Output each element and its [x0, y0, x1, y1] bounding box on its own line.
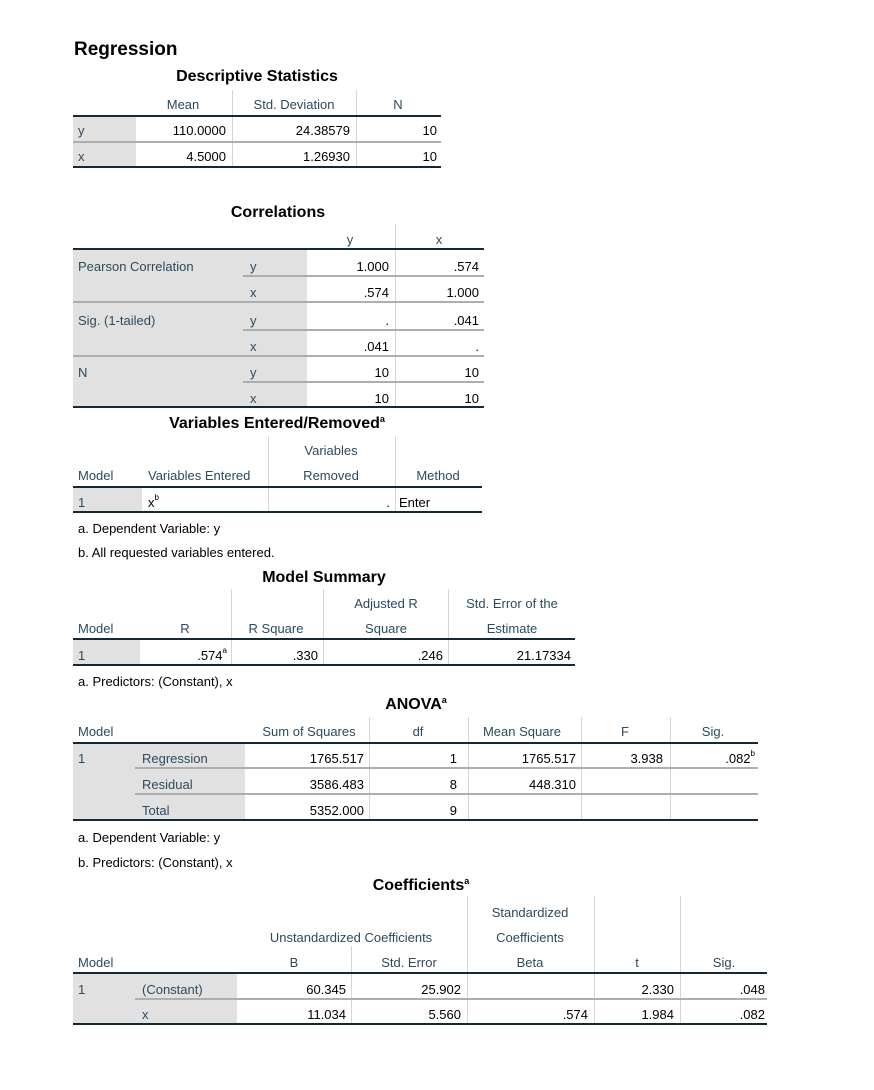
header-rule [73, 638, 575, 640]
column-divider [268, 436, 269, 512]
column-header: F [621, 724, 629, 739]
footnote: b. All requested variables entered. [78, 545, 275, 560]
column-header: Square [365, 621, 407, 636]
cell: .574 [363, 285, 389, 300]
cell-method: Enter [399, 495, 431, 510]
table-title: Descriptive Statistics [176, 68, 338, 85]
column-header: Adjusted R [354, 596, 418, 611]
column-header: Std. Error of the [466, 596, 558, 611]
row-var: y [250, 259, 257, 274]
table-title: Model Summary [262, 569, 386, 586]
page-title: Regression [74, 39, 178, 60]
cell-std: 1.26930 [303, 149, 350, 164]
column-header: R Square [248, 621, 304, 636]
header-rule [73, 486, 482, 488]
row-var: x [250, 339, 257, 354]
column-header: Std. Deviation [253, 97, 335, 112]
cell: 10 [374, 391, 389, 406]
column-header: y [346, 232, 354, 247]
column-header: Standardized [491, 905, 569, 920]
column-header: Model [78, 468, 114, 483]
row-rule [243, 275, 484, 277]
row-rule [73, 141, 441, 143]
row-var: y [250, 365, 257, 380]
cell-b: 60.345 [306, 982, 346, 997]
column-divider [231, 589, 232, 665]
cell-ms: 448.310 [529, 777, 576, 792]
row-model: 1 [78, 751, 86, 766]
column-header: Variables [304, 443, 358, 458]
header-rule [73, 115, 441, 117]
header-rule [73, 742, 758, 744]
cell-df: 8 [449, 777, 457, 792]
bottom-rule [73, 664, 575, 666]
header-rule [73, 248, 484, 250]
cell-std-error: 5.560 [428, 1007, 461, 1022]
column-header: Model [78, 621, 114, 636]
bottom-rule [73, 819, 758, 821]
footnote: b. Predictors: (Constant), x [78, 855, 233, 870]
table-title: Correlations [230, 204, 326, 221]
column-header: Estimate [486, 621, 538, 636]
group-label: N [78, 365, 88, 380]
column-header: x [435, 232, 443, 247]
cell-r: .574$^a$ [197, 646, 227, 663]
footnote: a. Dependent Variable: y [78, 521, 221, 536]
cell: . [385, 313, 389, 328]
cell-n: 10 [422, 149, 437, 164]
column-divider [232, 90, 233, 167]
row-label: Total [142, 803, 170, 818]
column-header: Mean Square [482, 724, 562, 739]
bottom-rule [73, 1023, 767, 1025]
row-label: x [78, 149, 85, 164]
column-header: Coefficients [496, 930, 564, 945]
cell: 1.000 [446, 285, 479, 300]
header-rule [73, 972, 767, 974]
row-rule [135, 767, 758, 769]
cell: 10 [464, 391, 479, 406]
row-rule [243, 329, 484, 331]
footnote: a. Predictors: (Constant), x [78, 674, 233, 689]
row-model: 1 [78, 495, 86, 510]
cell-t: 2.330 [641, 982, 674, 997]
column-divider [594, 896, 595, 1024]
column-header: Sum of Squares [262, 724, 356, 739]
cell-std-error: 21.17334 [516, 648, 571, 663]
row-label: (Constant) [142, 982, 203, 997]
column-divider [395, 224, 396, 407]
row-label: Residual [142, 777, 193, 792]
column-header: Unstandardized Coefficients [269, 930, 433, 945]
bottom-rule [73, 166, 441, 168]
bottom-rule [73, 511, 482, 513]
row-model: 1 [78, 982, 86, 997]
cell-std: 24.38579 [295, 123, 350, 138]
cell-df: 9 [449, 803, 457, 818]
column-header: Removed [303, 468, 359, 483]
cell-adj-r-square: .246 [417, 648, 443, 663]
group-rule [73, 355, 484, 357]
column-header: Model [78, 955, 114, 970]
cell: .041 [453, 313, 479, 328]
column-divider [323, 589, 324, 665]
group-label: Pearson Correlation [78, 259, 194, 274]
table-title: Variables Entered/Removed$^a$ [169, 414, 385, 432]
row-rule [135, 793, 758, 795]
column-header: B [289, 955, 299, 970]
column-header: R [180, 621, 190, 636]
table-title: Coefficients$^a$ [372, 876, 470, 894]
group-label: Sig. (1-tailed) [78, 313, 156, 328]
cell: .574 [453, 259, 479, 274]
column-header: Beta [516, 955, 544, 970]
cell-df: 1 [449, 751, 457, 766]
cell-ss: 1765.517 [309, 751, 364, 766]
cell-sig: .082$^b$ [725, 749, 755, 766]
column-header: Variables Entered [148, 468, 251, 483]
column-divider [448, 589, 449, 665]
bottom-rule [73, 406, 484, 408]
row-rule [135, 998, 767, 1000]
cell-mean: 110.0000 [172, 123, 226, 138]
cell-removed: . [386, 495, 390, 510]
column-header: df [412, 724, 424, 739]
column-divider [356, 90, 357, 167]
column-divider [467, 896, 468, 1024]
cell-t: 1.984 [641, 1007, 674, 1022]
column-header: Method [416, 468, 460, 483]
cell-r-square: .330 [292, 648, 318, 663]
cell-std-error: 25.902 [421, 982, 461, 997]
cell: 10 [464, 365, 479, 380]
column-divider [395, 436, 396, 512]
row-var: y [250, 313, 257, 328]
column-divider [680, 896, 681, 1024]
cell: .041 [363, 339, 389, 354]
cell: 1.000 [356, 259, 389, 274]
row-label: x [142, 1007, 149, 1022]
cell: 10 [374, 365, 389, 380]
cell-ms: 1765.517 [521, 751, 576, 766]
column-header: Std. Error [381, 955, 437, 970]
row-rule [243, 381, 484, 383]
cell-sig: .082 [739, 1007, 765, 1022]
cell: . [475, 339, 479, 354]
column-header: N [393, 97, 403, 112]
cell-ss: 3586.483 [309, 777, 364, 792]
row-model: 1 [78, 648, 86, 663]
column-header: Sig. [712, 955, 736, 970]
row-label: y [78, 123, 85, 138]
row-var: x [250, 285, 257, 300]
column-divider [351, 946, 352, 1024]
cell-f: 3.938 [630, 751, 663, 766]
cell-entered: $x^b$ [148, 493, 159, 510]
cell-sig: .048 [739, 982, 765, 997]
column-header: Model [78, 724, 114, 739]
group-rule [73, 301, 484, 303]
cell-mean: 4.5000 [186, 149, 226, 164]
table-title: ANOVA$^a$ [385, 695, 447, 713]
cell-n: 10 [422, 123, 437, 138]
row-label: Regression [142, 751, 208, 766]
cell-b: 11.034 [307, 1007, 346, 1022]
column-header: Sig. [701, 724, 725, 739]
cell-ss: 5352.000 [309, 803, 364, 818]
footnote: a. Dependent Variable: y [78, 830, 221, 845]
column-header: t [635, 955, 639, 970]
row-var: x [250, 391, 257, 406]
cell-beta: .574 [562, 1007, 588, 1022]
column-header: Mean [166, 97, 200, 112]
